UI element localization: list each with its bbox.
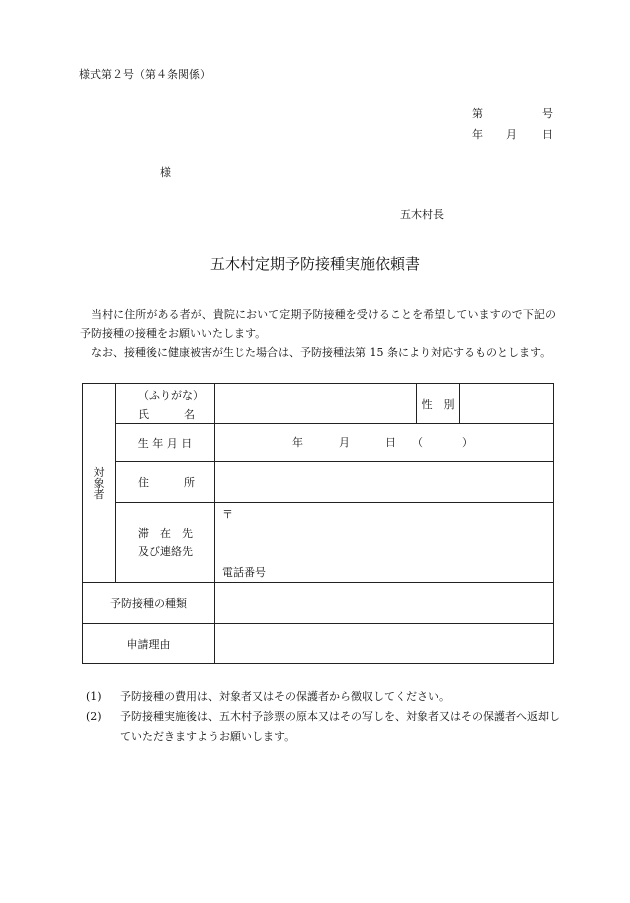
- note-item: [86, 687, 566, 707]
- note-number: (2): [86, 710, 102, 723]
- stay-label: 滞 在 先: [138, 527, 193, 540]
- vaccine-type-label: 予防接種の種類: [83, 583, 215, 624]
- birthdate-label: 生 年 月 日: [116, 424, 215, 462]
- address-label-second: 所: [184, 476, 195, 489]
- request-form-table: [82, 383, 554, 664]
- vaccine-type-field[interactable]: [215, 583, 554, 624]
- document-number-label: 第: [472, 107, 483, 120]
- notes-list: [86, 687, 566, 747]
- address-field[interactable]: [215, 462, 554, 503]
- name-label-first: 氏: [138, 408, 149, 421]
- body-paragraph-1: 当村に住所がある者が、貴院において定期予防接種を受けることを希望していますので下記の予防接種の接種をお願いいたします。: [80, 308, 556, 340]
- body-paragraph-2: なお、接種後に健康被害が生じた場合は、予防接種法第 15 条により対応するものとします。: [91, 346, 552, 359]
- note-item: [86, 707, 566, 747]
- age-close-paren: ）: [462, 436, 473, 449]
- subject-header: 対 象 者: [83, 384, 116, 583]
- date-year-label: 年: [472, 128, 483, 141]
- furigana-label: （ふりがな）: [138, 389, 204, 402]
- reason-label: 申請理由: [83, 624, 215, 664]
- stay-contact-label: [116, 503, 215, 583]
- note-text: 予防接種の費用は、対象者又はその保護者から徴収してください。: [120, 690, 450, 703]
- birth-day-label: 日: [385, 436, 396, 449]
- postal-mark: 〒: [222, 508, 233, 521]
- addressee-suffix: 様: [160, 166, 171, 179]
- document-number-suffix: 号: [542, 107, 553, 120]
- document-title: 五木村定期予防接種実施依頼書: [209, 255, 420, 273]
- sender-name: 五木村長: [400, 208, 444, 221]
- name-label-cell: [116, 384, 215, 424]
- date-day-label: 日: [542, 128, 553, 141]
- note-text: 予防接種実施後は、五木村予診票の原本又はその写しを、対象者又はその保護者へ返却していただきますようお願いします。: [120, 710, 560, 743]
- birthdate-field[interactable]: [215, 424, 554, 462]
- note-number: (1): [86, 690, 102, 703]
- address-label: [116, 462, 215, 503]
- reason-field[interactable]: [215, 624, 554, 664]
- birth-month-label: 月: [339, 436, 350, 449]
- age-open-paren: （: [412, 436, 423, 449]
- address-label-first: 住: [138, 476, 149, 489]
- gender-label: 性 別: [417, 384, 460, 424]
- date-month-label: 月: [506, 128, 517, 141]
- form-number-label: 様式第２号（第４条関係）: [79, 68, 211, 81]
- name-label-second: 名: [184, 408, 195, 421]
- gender-field[interactable]: [460, 384, 554, 424]
- name-field[interactable]: [215, 384, 417, 424]
- phone-label: 電話番号: [222, 566, 266, 579]
- request-body: [80, 305, 556, 362]
- birth-year-label: 年: [292, 436, 303, 449]
- contact-label: 及び連絡先: [138, 545, 193, 558]
- stay-contact-field[interactable]: [215, 503, 554, 583]
